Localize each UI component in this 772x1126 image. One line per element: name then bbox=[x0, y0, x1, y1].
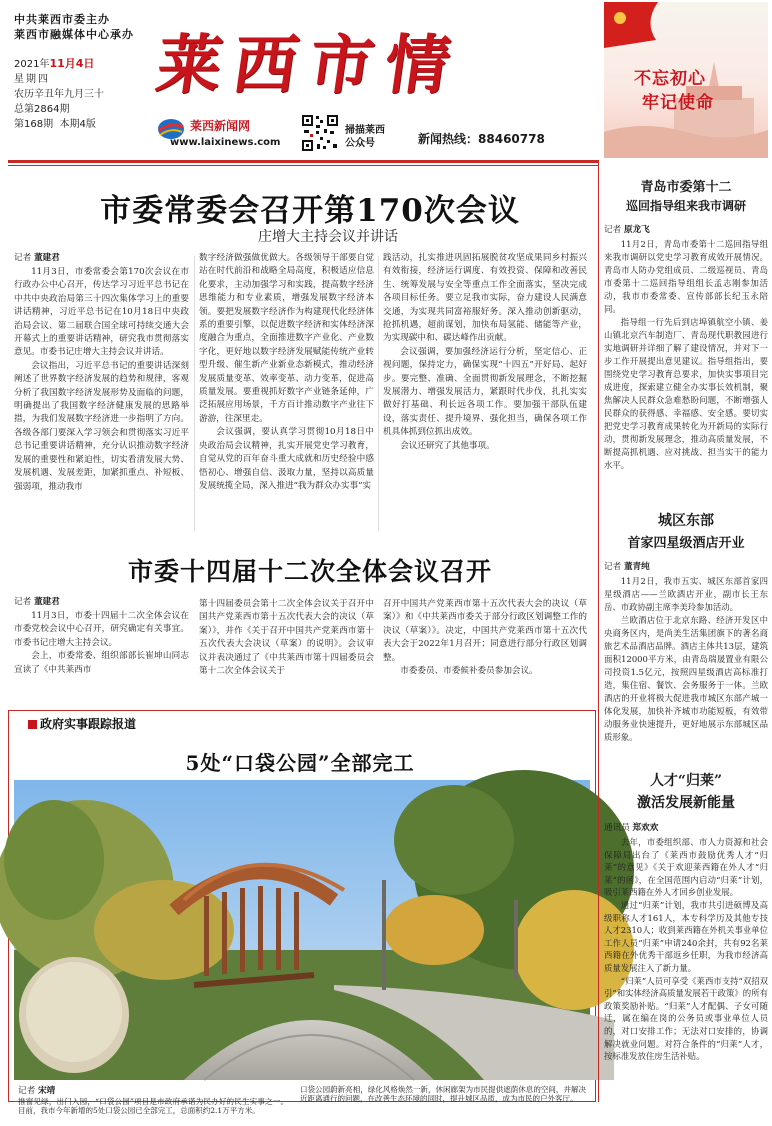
site-name[interactable]: 莱西新闻网 bbox=[190, 119, 251, 133]
sidebar-3-paragraph: 通过“归莱”计划，我市共引进硕博及高级职称人才161人，本专科学历及其他专技人才2310人；收到莱西籍在外机关事业单位工作人员“归莱”申请240余封，共有92名莱西籍在外优秀干部返乡任职，为我市经济高质量发展注入了新力量。 bbox=[604, 899, 768, 973]
masthead-logo: 莱西市情 bbox=[151, 28, 467, 103]
lunar-date: 农历辛丑年九月三十 bbox=[14, 89, 104, 100]
second-paragraph: 召开中国共产党莱西市第十五次代表大会的决议（草案）》和《中共莱西市委关于部分行政区划调整工作的决议（草案）》。决定，中国共产党莱西市第十五次代表大会于2022年1月召开；同意进行部分行政区划调整。 bbox=[383, 599, 587, 663]
sidebar-1-paragraph: 11月2日，青岛市委第十二巡回指导组来我市调研以党史学习教育成效开展情况。青岛市人防办党组成员、二级巡视员、青岛市委第十二巡回指导组组长孟志刚参加活动，我市市委常委、宣传部部长纪玉永陪同。 bbox=[604, 239, 768, 314]
second-paragraph: 市委委员、市委候补委员参加会议。 bbox=[400, 666, 538, 677]
second-col-2 bbox=[199, 598, 374, 678]
publisher-line1: 中共莱西市委主办 bbox=[14, 13, 110, 26]
lead-paragraph: 11月3日，市委常委会第170次会议在市行政办公中心召开，传达学习习近平总书记在中共中央政治局第三十四次集体学习上的重要讲话精神，习近平总书记在10月18日中央政治局会议、第二届联合国全球可持续交通大会开幕式上的重要讲话精神，研究我市贯彻落实意见。市委书记庄增大主持会议并讲话。 bbox=[14, 267, 189, 358]
masthead-rule-thin bbox=[8, 165, 598, 166]
second-paragraph: 会上，市委常委、组织部部长崔坤山同志宣读了《中共莱西市 bbox=[14, 651, 189, 675]
second-col-1 bbox=[14, 596, 189, 677]
sidebar-article-1 bbox=[604, 176, 768, 472]
sidebar-article-3 bbox=[604, 770, 768, 1126]
sidebar-1-paragraph: 指导组一行先后到店埠镇航空小镇、姜山镇北京汽车制造厂、青岛现代职教园进行实地调研并详细了解了建设情况，并对下一步工作开展提出意见建议。指导组指出，要围绕党史学习教育总要求，加快实事项目完成进度，探索建立健全办实事长效机制，聚焦解决人民群众急难愁盼问题，不断增强人民群众的获得感、幸福感、安全感。要切实把党史学习教育成果转化为开新局的实际行动，贯彻新发展理念，推动高质量发展，不断提高抓机遇、应对挑战、担当实干的能力水平。 bbox=[604, 317, 768, 470]
feature-caption-text-2: 口袋公园蔚新亮相，绿化风格焕然一新，休闲廊架为市民提供遮荫休息的空间，并解决近距离通行的问题，在改善生态环境的同时，提升城区品质，成为市民的户外客厅。 bbox=[300, 1085, 586, 1103]
lead-subhead: 庄增大主持会议并讲话 bbox=[258, 229, 398, 245]
second-paragraph: 第十四届委员会第十二次全体会议关于召开中国共产党莱西市第十五次代表大会的决议（草案）》，并作《关于召开中国共产党莱西市第十五次代表大会决议（草案）的说明》。会议审议并表决通过了《中共莱西市第十四届委员会第十二次全体会议关于 bbox=[199, 599, 374, 677]
date-highlight: 11月4日 bbox=[49, 57, 95, 70]
second-byline: 记者 董建君 bbox=[14, 597, 60, 607]
feature-section-label: 政府实事跟踪报道 bbox=[28, 715, 136, 732]
masthead-rule bbox=[8, 160, 598, 163]
issue-date: 2021年11月4日 bbox=[14, 57, 95, 70]
sidebar-2-paragraph: 11月2日，我市五实、城区东部首家四星级酒店——兰欧酒店开业，副市长王东岳、市政协副主席李美玲参加活动。 bbox=[604, 576, 768, 612]
lead-paragraph: 会议强调，要认真学习贯彻10月18日中央政治局会议精神，扎实开展党史学习教育，自觉从党的百年奋斗重大成就和历史经验中感悟初心、增强自信、汲取力量，坚持以高质量发展统揽全局，深入推进“我为群众办实事”实 bbox=[199, 427, 374, 491]
sidebar-2-paragraph: 兰欧酒店位于北京东路、经济开发区中央商务区内，是尚美生活集团旗下的著名商旅艺术品酒店品牌。酒店主体共13层，建筑面积12000平方米，由青岛瑞晟置业有限公司投资1.5亿元，按照四星级酒店高标准打造，集住宿、餐饮、会务服务于一体。兰欧酒店的开业将极大促进我市城区东部产城一体化发展，加快补齐城市功能短板，有效带动服务业快速提升，更好地展示东部城区品质形象。 bbox=[604, 615, 768, 742]
lead-paragraph: 践活动，扎实推进巩固拓展脱贫攻坚成果同乡村振兴有效衔接，经济运行调度、有效投资、保障和改善民生、统筹发展与安全等重点工作全面落实，坚决完成各项目标任务。要立足我市实际，奋力建设人民满意交通，为实现共同富裕服好务。深入推动创新驱动，抢抓机遇，超前谋划，加快布局氢能、储能等产业，为实现碳中和、碳达峰作出贡献。 bbox=[383, 253, 587, 344]
second-paragraph: 11月3日，市委十四届十二次全体会议在市委党校会议中心召开，研究确定有关事宜。市委书记庄增大主持会议。 bbox=[14, 611, 189, 648]
square-bullet-icon bbox=[28, 720, 37, 729]
lead-paragraph: 会议还研究了其他事项。 bbox=[400, 440, 495, 451]
lead-col-1 bbox=[14, 252, 189, 494]
sidebar-3-paragraph: “归莱”人员可享受《莱西市支持“双招双引”和实体经济高质量发展若干政策》的所有政策奖励补贴。“归莱”人才配偶、子女可随迁，属在编在岗的公务员或事业单位人员的，对口安排工作；无法对口安排的，协调解决就业问题。对符合条件的“归莱”人才，按标准发放住房生活补贴。 bbox=[604, 975, 768, 1062]
lead-byline: 记者 董建君 bbox=[14, 253, 60, 263]
feature-byline: 记者 宋靖 bbox=[18, 1086, 56, 1096]
sidebar-3-byline: 通讯员 郑欢欢 bbox=[604, 823, 659, 833]
sidebar-1-byline: 记者 原龙飞 bbox=[604, 225, 650, 235]
lead-paragraph: 会议强调，要加强经济运行分析，坚定信心、正视问题，保持定力，确保实现“十四五”开好局、起好步。要完整、准确、全面贯彻新发展理念，不断挖掘发展潜力、增强发展活力，紧跟时代步伐，扎扎实实做好打基础、利长远各项工作。要加强干部队伍建设，落实责任、提升境界、强化担当，确保各项工作机具体抓到位抓出成效。 bbox=[383, 346, 587, 438]
qr-label: 掃描莱西 公众号 bbox=[345, 125, 385, 149]
lead-headline: 市委常委会召开第170次会议 bbox=[100, 193, 520, 229]
park-photo bbox=[14, 780, 590, 1080]
lead-col-3 bbox=[383, 252, 587, 453]
column-divider bbox=[194, 256, 195, 531]
qr-code-icon[interactable] bbox=[300, 113, 340, 153]
sidebar-article-2 bbox=[604, 510, 768, 744]
banner-line1: 不忘初心 bbox=[634, 69, 706, 89]
sidebar-1-title-line1: 青岛市委第十二 bbox=[640, 180, 732, 195]
sidebar-3-title-line2: 激活发展新能量 bbox=[637, 795, 735, 811]
sidebar-2-title-line1: 城区东部 bbox=[658, 513, 714, 529]
publisher-info bbox=[14, 12, 164, 132]
hotline: 新闻热线：88460778 bbox=[418, 132, 545, 146]
total-issue: 总第2864期 bbox=[14, 104, 70, 115]
banner-line2: 牢记使命 bbox=[642, 93, 714, 113]
sidebar-3-paragraph: 去年，市委组织部、市人力资源和社会保障局出台了《莱西市鼓励优秀人才“归莱”的意见》《关于欢迎莱西籍在外人才“归莱”的函》，在全国范围内启动“归莱”计划，吸引莱西籍在外人才回乡创业发展。 bbox=[604, 837, 768, 898]
second-col-3 bbox=[383, 598, 587, 678]
feature-headline: 5处“口袋公园”全部完工 bbox=[185, 751, 415, 775]
publisher-line2: 莱西市融媒体中心承办 bbox=[14, 28, 134, 41]
issue-edition: 第168期 本期4版 bbox=[14, 119, 96, 130]
sidebar-divider bbox=[598, 160, 599, 1102]
party-banner bbox=[604, 2, 768, 158]
lead-paragraph: 会议指出，习近平总书记的重要讲话深刻阐述了世界数字经济发展的趋势和规律，客观分析了我国数字经济发展形势及面临的问题，明确提出了我国数字经济健康发展的思路举措，为我们发展数字经济进一步指明了方向。各级各部门要深入学习领会和贯彻落实习近平总书记重要讲话精神，充分认识推动数字经济发展的重要性和紧迫性，切实看清发展大势、发展机遇、发展差距，加紧抓重点、补短板、强弱项，推动我市 bbox=[14, 360, 189, 492]
second-headline: 市委十四届十二次全体会议召开 bbox=[127, 557, 492, 586]
sidebar-2-byline: 记者 董青纯 bbox=[604, 562, 650, 572]
sidebar-1-title-line2: 巡回指导组来我市调研 bbox=[625, 199, 746, 213]
column-divider bbox=[378, 256, 379, 531]
lead-paragraph: 数字经济做强做优做大。各级领导干部要自觉站在时代前沿和战略全局高度，积极适应信息化要求，主动加强学习和实践，提高数字经济思维能力和专业素质，增强发展数字经济本领。要把发展数字经济作为构建现代化经济体系的重要引擎，以促进数字经济和实体经济深度融合为重点，全面推进数字产业化、产业数字化，更好地以数字经济发展赋能传统产业转型升级、催生新产业新业态新模式，推动经济发展质量变革、效率变革、动力变革，促进高质量发展。要重视抓好数字产业链条延伸，广泛拓展应用场景，千方百计推动数字产业往下游游，往深里走。 bbox=[199, 253, 374, 424]
lead-col-2 bbox=[199, 252, 374, 493]
weekday: 星期四 bbox=[14, 74, 50, 85]
sidebar-3-title-line1: 人才“归莱” bbox=[649, 773, 723, 789]
sidebar-2-title-line2: 首家四星级酒店开业 bbox=[627, 536, 745, 551]
feature-caption-text-1: 推窗见绿，出门入园，“口袋公园”项目是市政府承诺为民办好的民生实事之一。目前，我市今年新增的5处口袋公园已全部完工，总面积约2.1万平方米。 bbox=[18, 1097, 288, 1115]
site-url[interactable]: www.laixinews.com bbox=[170, 137, 281, 148]
